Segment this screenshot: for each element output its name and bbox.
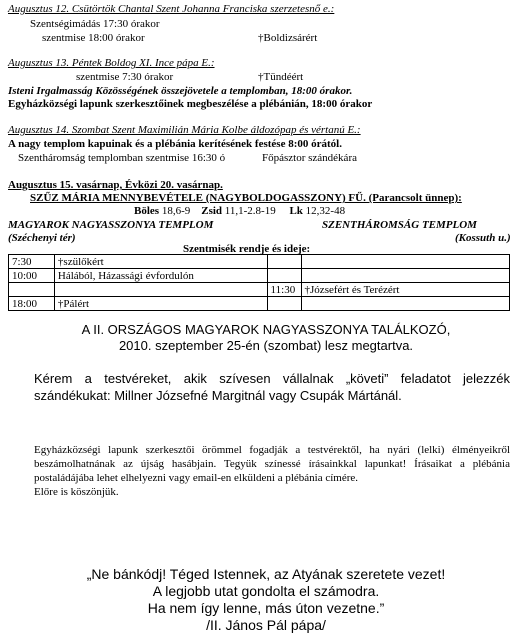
quote-line-3: Ha nem így lenne, más úton vezetne.”: [147, 600, 385, 616]
day15-feast: SZŰZ MÁRIA MENNYBEVÉTELE (NAGYBOLDOGASSZONY) FŰ. (Parancsolt ünnep):: [30, 192, 462, 204]
day14-mass: Szentháromság templomban szentmise 16:30 ó: [18, 152, 226, 164]
reading-2-book: Zsid: [201, 205, 223, 217]
church-left-place: (Széchenyi tér): [8, 232, 76, 244]
time-cell: [9, 283, 55, 297]
day12-adoration: Szentségimádás 17:30 órakor: [30, 18, 160, 30]
time-cell: [267, 255, 301, 269]
church-right-name: SZENTHÁROMSÁG TEMPLOM: [322, 219, 477, 231]
day13-intention: †Tündéért: [258, 71, 304, 83]
day12-heading: Augusztus 12. Csütörtök Chantal Szent Johanna Franciska szerzetesnő e.:: [8, 3, 335, 15]
reading-3-ref: 12,32-48: [305, 205, 346, 217]
day12-intention: †Boldizsárért: [258, 32, 318, 44]
reading-1-ref: 18,6-9: [161, 205, 191, 217]
church-left-name: MAGYAROK NAGYASSZONYA TEMPLOM: [8, 219, 214, 231]
day14-heading: Augusztus 14. Szombat Szent Maximilián Mária Kolbe áldozópap és vértanú E.:: [8, 124, 361, 136]
day14-painting: A nagy templom kapuinak és a plébánia kerítésének festése 8:00 órától.: [8, 138, 342, 150]
day15-readings: [134, 205, 345, 217]
intention-cell: [301, 297, 509, 311]
intention-cell: [301, 255, 509, 269]
reading-1-book: Böles: [134, 205, 160, 217]
table-row: [9, 269, 510, 283]
schedule-title: Szentmisék rendje és ideje:: [183, 243, 311, 255]
table-row: [9, 255, 510, 269]
intention-cell: [301, 269, 509, 283]
table-row: [9, 283, 510, 297]
reading-2-ref: 11,1-2.8-19: [224, 205, 276, 217]
announcement-line-1: A II. ORSZÁGOS MAGYAROK NAGYASSZONYA TALÁLKOZÓ,: [81, 322, 451, 337]
intention-cell: †Pálért: [54, 297, 267, 311]
announcement-line-2: 2010. szeptember 25-én (szombat) lesz megtartva.: [118, 338, 414, 353]
quote-author: /II. János Pál pápa/: [206, 617, 326, 633]
mass-schedule-table: [8, 254, 510, 311]
quote-line-2: A legjobb utat gondolta el számodra.: [152, 583, 380, 599]
quote-line-1: „Ne bánkódj! Téged Istennek, az Atyának szeretete vezet!: [86, 566, 446, 582]
day13-mercy-group: Isteni Irgalmasság Közösségének összejövetele a templomban, 18:00 órakor.: [8, 85, 353, 97]
intention-cell: †szülőkért: [54, 255, 267, 269]
time-cell: 18:00: [9, 297, 55, 311]
editors-note-text: Egyházközségi lapunk szerkesztői örömmel fogadják a testvérektől, ha nyári (lelki) élményeikről beszámolhatnának az újság hasábjain. Tegyük színessé írásainkkal lapunkat! Írásaikat a plébánia postaládájába lehet elhelyezni vagy email-en elküldeni a plébánia címére.: [34, 444, 510, 484]
editors-note: [34, 443, 510, 499]
day14-intention: Főpásztor szándékára: [262, 152, 357, 164]
intention-cell: [54, 283, 267, 297]
time-cell: 7:30: [9, 255, 55, 269]
day15-heading: Augusztus 15. vasárnap, Évközi 20. vasárnap.: [8, 179, 223, 191]
time-cell: [267, 297, 301, 311]
intention-cell: Hálából, Házassági évfordulón: [54, 269, 267, 283]
day13-editors-meeting: Egyházközségi lapunk szerkesztőinek megbeszélése a plébánián, 18:00 órakor: [8, 98, 373, 110]
intention-cell: †Józsefért és Terézért: [301, 283, 509, 297]
editors-note-thanks: Előre is köszönjük.: [34, 486, 119, 498]
meeting-announcement: [0, 322, 532, 354]
time-cell: 10:00: [9, 269, 55, 283]
volunteer-request: Kérem a testvéreket, akik szívesen vállalnak „követi” feladatot jelezzék szándékukat: Millner Józsefné Margitnál vagy Csupák Mártánál.: [34, 371, 510, 403]
day13-heading: Augusztus 13. Péntek Boldog XI. Ince pápa E.:: [8, 57, 215, 69]
table-row: [9, 297, 510, 311]
time-cell: 11:30: [267, 283, 301, 297]
time-cell: [267, 269, 301, 283]
reading-3-book: Lk: [289, 205, 303, 217]
church-right-place: (Kossuth u.): [455, 232, 511, 244]
pope-quote: [0, 566, 532, 634]
day12-mass: szentmise 18:00 órakor: [42, 32, 145, 44]
day13-mass: szentmise 7:30 órakor: [76, 71, 174, 83]
